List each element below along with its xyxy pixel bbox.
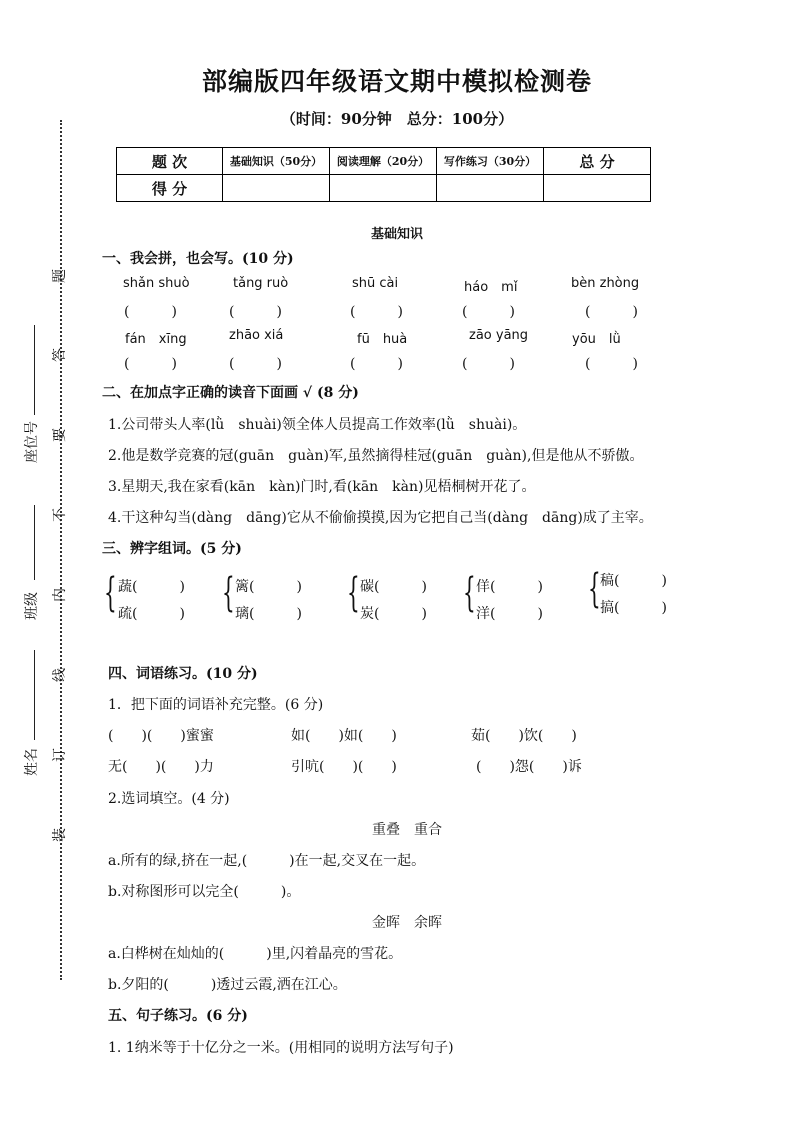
answer-blank[interactable]: ( ): [229, 304, 282, 320]
exam-title: 部编版四年级语文期中模拟检测卷: [201, 67, 592, 96]
brace-icon: {: [222, 570, 235, 616]
q2-item[interactable]: 1.公司带头人率(lǜ shuài)领全体人员提高工作效率(lǜ shuài)。: [108, 417, 527, 433]
q1-title: 一、我会拼，也会写。(10 分): [102, 251, 294, 267]
answer-blank[interactable]: ( ): [229, 356, 282, 372]
class-label: 班级: [24, 592, 40, 620]
binding-char: 题: [52, 269, 68, 283]
seat-number-line[interactable]: [34, 325, 35, 415]
fill-sentence[interactable]: a.所有的绿,挤在一起,( )在一起,交叉在一起。: [108, 853, 426, 869]
brace-icon: {: [463, 570, 476, 616]
word-pair-item[interactable]: 佯( ): [476, 579, 543, 595]
pinyin: shū cài: [352, 276, 399, 291]
fill-sentence[interactable]: b.夕阳的( )透过云霞,洒在江心。: [108, 977, 347, 993]
answer-blank[interactable]: ( ): [350, 356, 403, 372]
binding-char: 装: [52, 828, 68, 842]
pinyin: fán xīng: [125, 332, 187, 347]
word-pair-item[interactable]: 篱( ): [235, 579, 302, 595]
idiom-fill[interactable]: 如( )如( ): [291, 728, 397, 744]
q2-item[interactable]: 2.他是数学竞赛的冠(guān guàn)军,虽然摘得桂冠(guān guàn),但是他从不骄傲。: [108, 448, 644, 464]
word-pair-item[interactable]: 炭( ): [360, 606, 427, 622]
idiom-fill[interactable]: 茹( )饮( ): [471, 728, 577, 744]
exam-subtitle: （时间：90分钟 总分：100分）: [280, 110, 514, 128]
word-choices: 重叠 重合: [372, 822, 442, 838]
brace-icon: {: [588, 566, 601, 612]
class-line[interactable]: [34, 505, 35, 580]
table-cell: 总 分: [544, 148, 651, 175]
pinyin: zāo yāng: [469, 328, 529, 343]
q5-item[interactable]: 1. 1纳米等于十亿分之一米。(用相同的说明方法写句子): [108, 1040, 454, 1056]
pinyin: háo mǐ: [464, 280, 518, 295]
table-row: [117, 148, 651, 175]
part-heading: 基础知识: [370, 227, 423, 242]
table-row: [117, 175, 651, 202]
q4-sub2: 2.选词填空。(4 分): [108, 791, 230, 807]
table-cell: 题 次: [117, 148, 223, 175]
q2-item[interactable]: 3.星期天,我在家看(kān kàn)门时,看(kān kàn)见梧桐树开花了。: [108, 479, 536, 495]
word-choices: 金晖 余晖: [372, 915, 442, 931]
word-pair-item[interactable]: 稿( ): [600, 573, 667, 589]
q4-sub1: 1．把下面的词语补充完整。(6 分): [108, 697, 324, 713]
binding-char: 要: [52, 428, 68, 442]
score-input-cell[interactable]: [223, 175, 330, 202]
q4-title: 四、词语练习。(10 分): [108, 666, 258, 682]
score-table: [116, 147, 651, 202]
answer-blank[interactable]: ( ): [585, 304, 638, 320]
idiom-fill[interactable]: 引吭( )( ): [291, 759, 397, 775]
binding-char: 内: [52, 588, 68, 602]
table-cell: 基础知识（50分）: [223, 148, 330, 175]
binding-char: 答: [52, 348, 68, 362]
word-pair-item[interactable]: 疏( ): [118, 606, 185, 622]
pinyin: fū huà: [357, 332, 408, 347]
pinyin: bèn zhòng: [571, 276, 640, 291]
fill-sentence[interactable]: b.对称图形可以完全( )。: [108, 884, 301, 900]
q2-item[interactable]: 4.干这种勾当(dàng dāng)它从不偷偷摸摸,因为它把自己当(dàng dāng)成了主宰。: [108, 510, 653, 526]
word-pair-item[interactable]: 碳( ): [360, 579, 427, 595]
name-label: 姓名: [24, 748, 40, 776]
answer-blank[interactable]: ( ): [585, 356, 638, 372]
binding-char: 订: [52, 748, 68, 762]
table-cell: 阅读理解（20分）: [330, 148, 437, 175]
word-pair-item[interactable]: 璃( ): [235, 606, 302, 622]
score-input-cell[interactable]: [544, 175, 651, 202]
answer-blank[interactable]: ( ): [462, 356, 515, 372]
answer-blank[interactable]: ( ): [124, 304, 177, 320]
word-pair-item[interactable]: 搞( ): [600, 600, 667, 616]
pinyin: tǎng ruò: [233, 276, 289, 291]
seat-number-label: 座位号: [24, 421, 40, 463]
binding-char: 线: [52, 668, 68, 682]
idiom-fill[interactable]: ( )怨( )诉: [476, 759, 582, 775]
answer-blank[interactable]: ( ): [462, 304, 515, 320]
score-input-cell[interactable]: [330, 175, 437, 202]
score-input-cell[interactable]: [437, 175, 544, 202]
table-cell: 得 分: [117, 175, 223, 202]
idiom-fill[interactable]: ( )( )蜜蜜: [108, 728, 214, 744]
table-cell: 写作练习（30分）: [437, 148, 544, 175]
word-pair-item[interactable]: 蔬( ): [118, 579, 185, 595]
answer-blank[interactable]: ( ): [350, 304, 403, 320]
q2-title: 二、在加点字正确的读音下面画 √ (8 分): [102, 385, 359, 401]
brace-icon: {: [347, 570, 360, 616]
fill-sentence[interactable]: a.白桦树在灿灿的( )里,闪着晶亮的雪花。: [108, 946, 403, 962]
binding-dotted-line: [60, 120, 62, 980]
pinyin: yōu lǜ: [572, 332, 621, 347]
q3-title: 三、辨字组词。(5 分): [102, 541, 242, 557]
name-line[interactable]: [34, 650, 35, 740]
word-pair-item[interactable]: 洋( ): [476, 606, 543, 622]
pinyin: zhāo xiá: [229, 328, 284, 343]
idiom-fill[interactable]: 无( )( )力: [108, 759, 214, 775]
brace-icon: {: [104, 570, 117, 616]
pinyin: shǎn shuò: [123, 276, 190, 291]
answer-blank[interactable]: ( ): [124, 356, 177, 372]
binding-char: 不: [52, 508, 68, 522]
q5-title: 五、句子练习。(6 分): [108, 1008, 248, 1024]
